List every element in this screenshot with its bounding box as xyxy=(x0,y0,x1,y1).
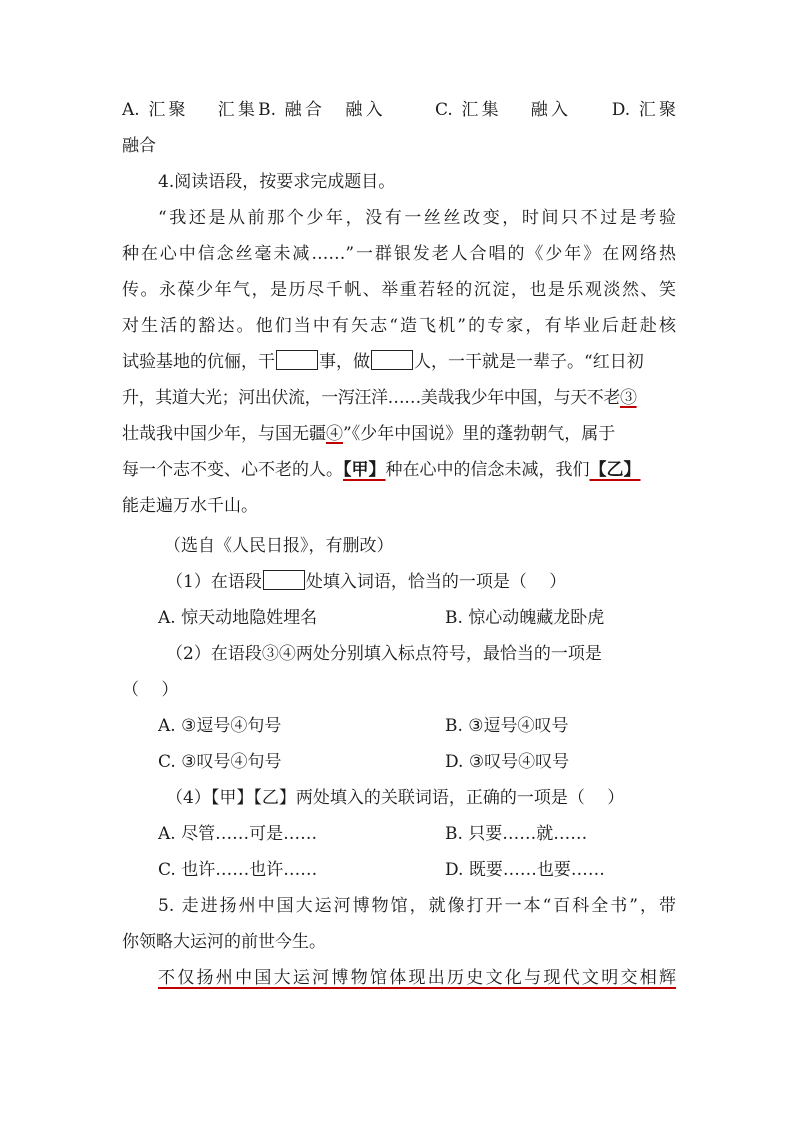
mark-4: ④ xyxy=(326,424,343,444)
sub2-option-a: A. ③逗号④句号 xyxy=(158,716,282,736)
sub2-paren: （ ） xyxy=(122,680,179,700)
passage-line-2: 种在心中信念丝毫未减……”一群银发老人合唱的《少年》在网络热 xyxy=(122,244,676,264)
sub2-option-b: B. ③逗号④叹号 xyxy=(445,716,569,736)
sub1-option-a: A. 惊天动地隐姓埋名 xyxy=(158,608,318,628)
sub4-option-a: A. 尽管……可是…… xyxy=(158,824,318,844)
passage-line-5 xyxy=(122,350,644,374)
sub4-option-b: B. 只要……就…… xyxy=(445,824,588,844)
passage-line-6-a: 升，其道大光；河出伏流，一泻汪洋……美哉我少年中国，与天不老 xyxy=(122,388,620,408)
sub1-options xyxy=(158,606,317,630)
sub4-stem: （4）【甲】【乙】两处填入的关联词语，正确的一项是（ ） xyxy=(166,788,625,808)
q5-line-2: 你领略大运河的前世今生。 xyxy=(122,932,326,952)
passage-line-8 xyxy=(122,458,641,482)
mark-yi: 【乙】 xyxy=(589,460,641,480)
sub4-option-c: C. 也许……也许…… xyxy=(158,860,318,880)
sub2-option-c: C. ③叹号④句号 xyxy=(158,752,282,772)
sub2-option-d: D. ③叹号④叹号 xyxy=(445,752,570,772)
passage-line-8-b: 种在心中的信念未减，我们 xyxy=(385,460,590,480)
sub1-stem-b: 处填入词语，恰当的一项是（ ） xyxy=(305,572,567,592)
passage-line-5-c: 人，一干就是一辈子。“红日初 xyxy=(414,352,644,372)
passage-line-3: 传。永葆少年气，是历尽千帆、举重若轻的沉淀，也是乐观淡然、笑 xyxy=(122,280,676,300)
passage-source: （选自《人民日报》，有删改） xyxy=(164,536,394,556)
sub1-blank xyxy=(263,570,305,590)
q3-options-line2: 融合 xyxy=(122,136,156,156)
fill-blank-1 xyxy=(276,350,318,370)
sub2-stem: （2）在语段③④两处分别填入标点符号，最恰当的一项是 xyxy=(166,644,602,664)
passage-line-7-b: ”《少年中国说》里的蓬勃朝气，属于 xyxy=(343,424,616,444)
passage-line-5-b: 事，做 xyxy=(319,352,370,372)
sub1-option-b: B. 惊心动魄藏龙卧虎 xyxy=(445,608,605,628)
passage-line-8-a: 每一个志不变、心不老的人。 xyxy=(122,460,343,480)
passage-line-4: 对生活的豁达。他们当中有矢志“造飞机”的专家，有毕业后赶赴核 xyxy=(122,316,676,336)
q4-heading: 4.阅读语段，按要求完成题目。 xyxy=(158,172,396,192)
passage-line-6 xyxy=(122,386,637,410)
fill-blank-2 xyxy=(371,350,413,370)
passage-line-7 xyxy=(122,422,615,446)
mark-3: ③ xyxy=(620,388,637,408)
sub1-stem xyxy=(166,570,566,594)
sub4-option-d: D. 既要……也要…… xyxy=(445,860,605,880)
passage-line-9: 能走遍万水千山。 xyxy=(122,496,258,516)
q5-line-3-underlined: 不仅扬州中国大运河博物馆体现出历史文化与现代文明交相辉 xyxy=(158,968,676,988)
passage-line-1: “我还是从前那个少年，没有一丝丝改变，时间只不过是考验 xyxy=(158,208,676,228)
passage-line-7-a: 壮哉我中国少年，与国无疆 xyxy=(122,424,326,444)
mark-jia: 【甲】 xyxy=(343,460,386,480)
q5-line-1: 5. 走进扬州中国大运河博物馆，就像打开一本“百科全书”，带 xyxy=(158,896,676,916)
sub1-stem-a: （1）在语段 xyxy=(166,572,262,592)
passage-line-5-a: 试验基地的伉俪，干 xyxy=(122,352,275,372)
q3-options-line1: A. 汇聚 汇集B. 融合 融入 C. 汇集 融入 D. 汇聚 xyxy=(122,100,676,120)
